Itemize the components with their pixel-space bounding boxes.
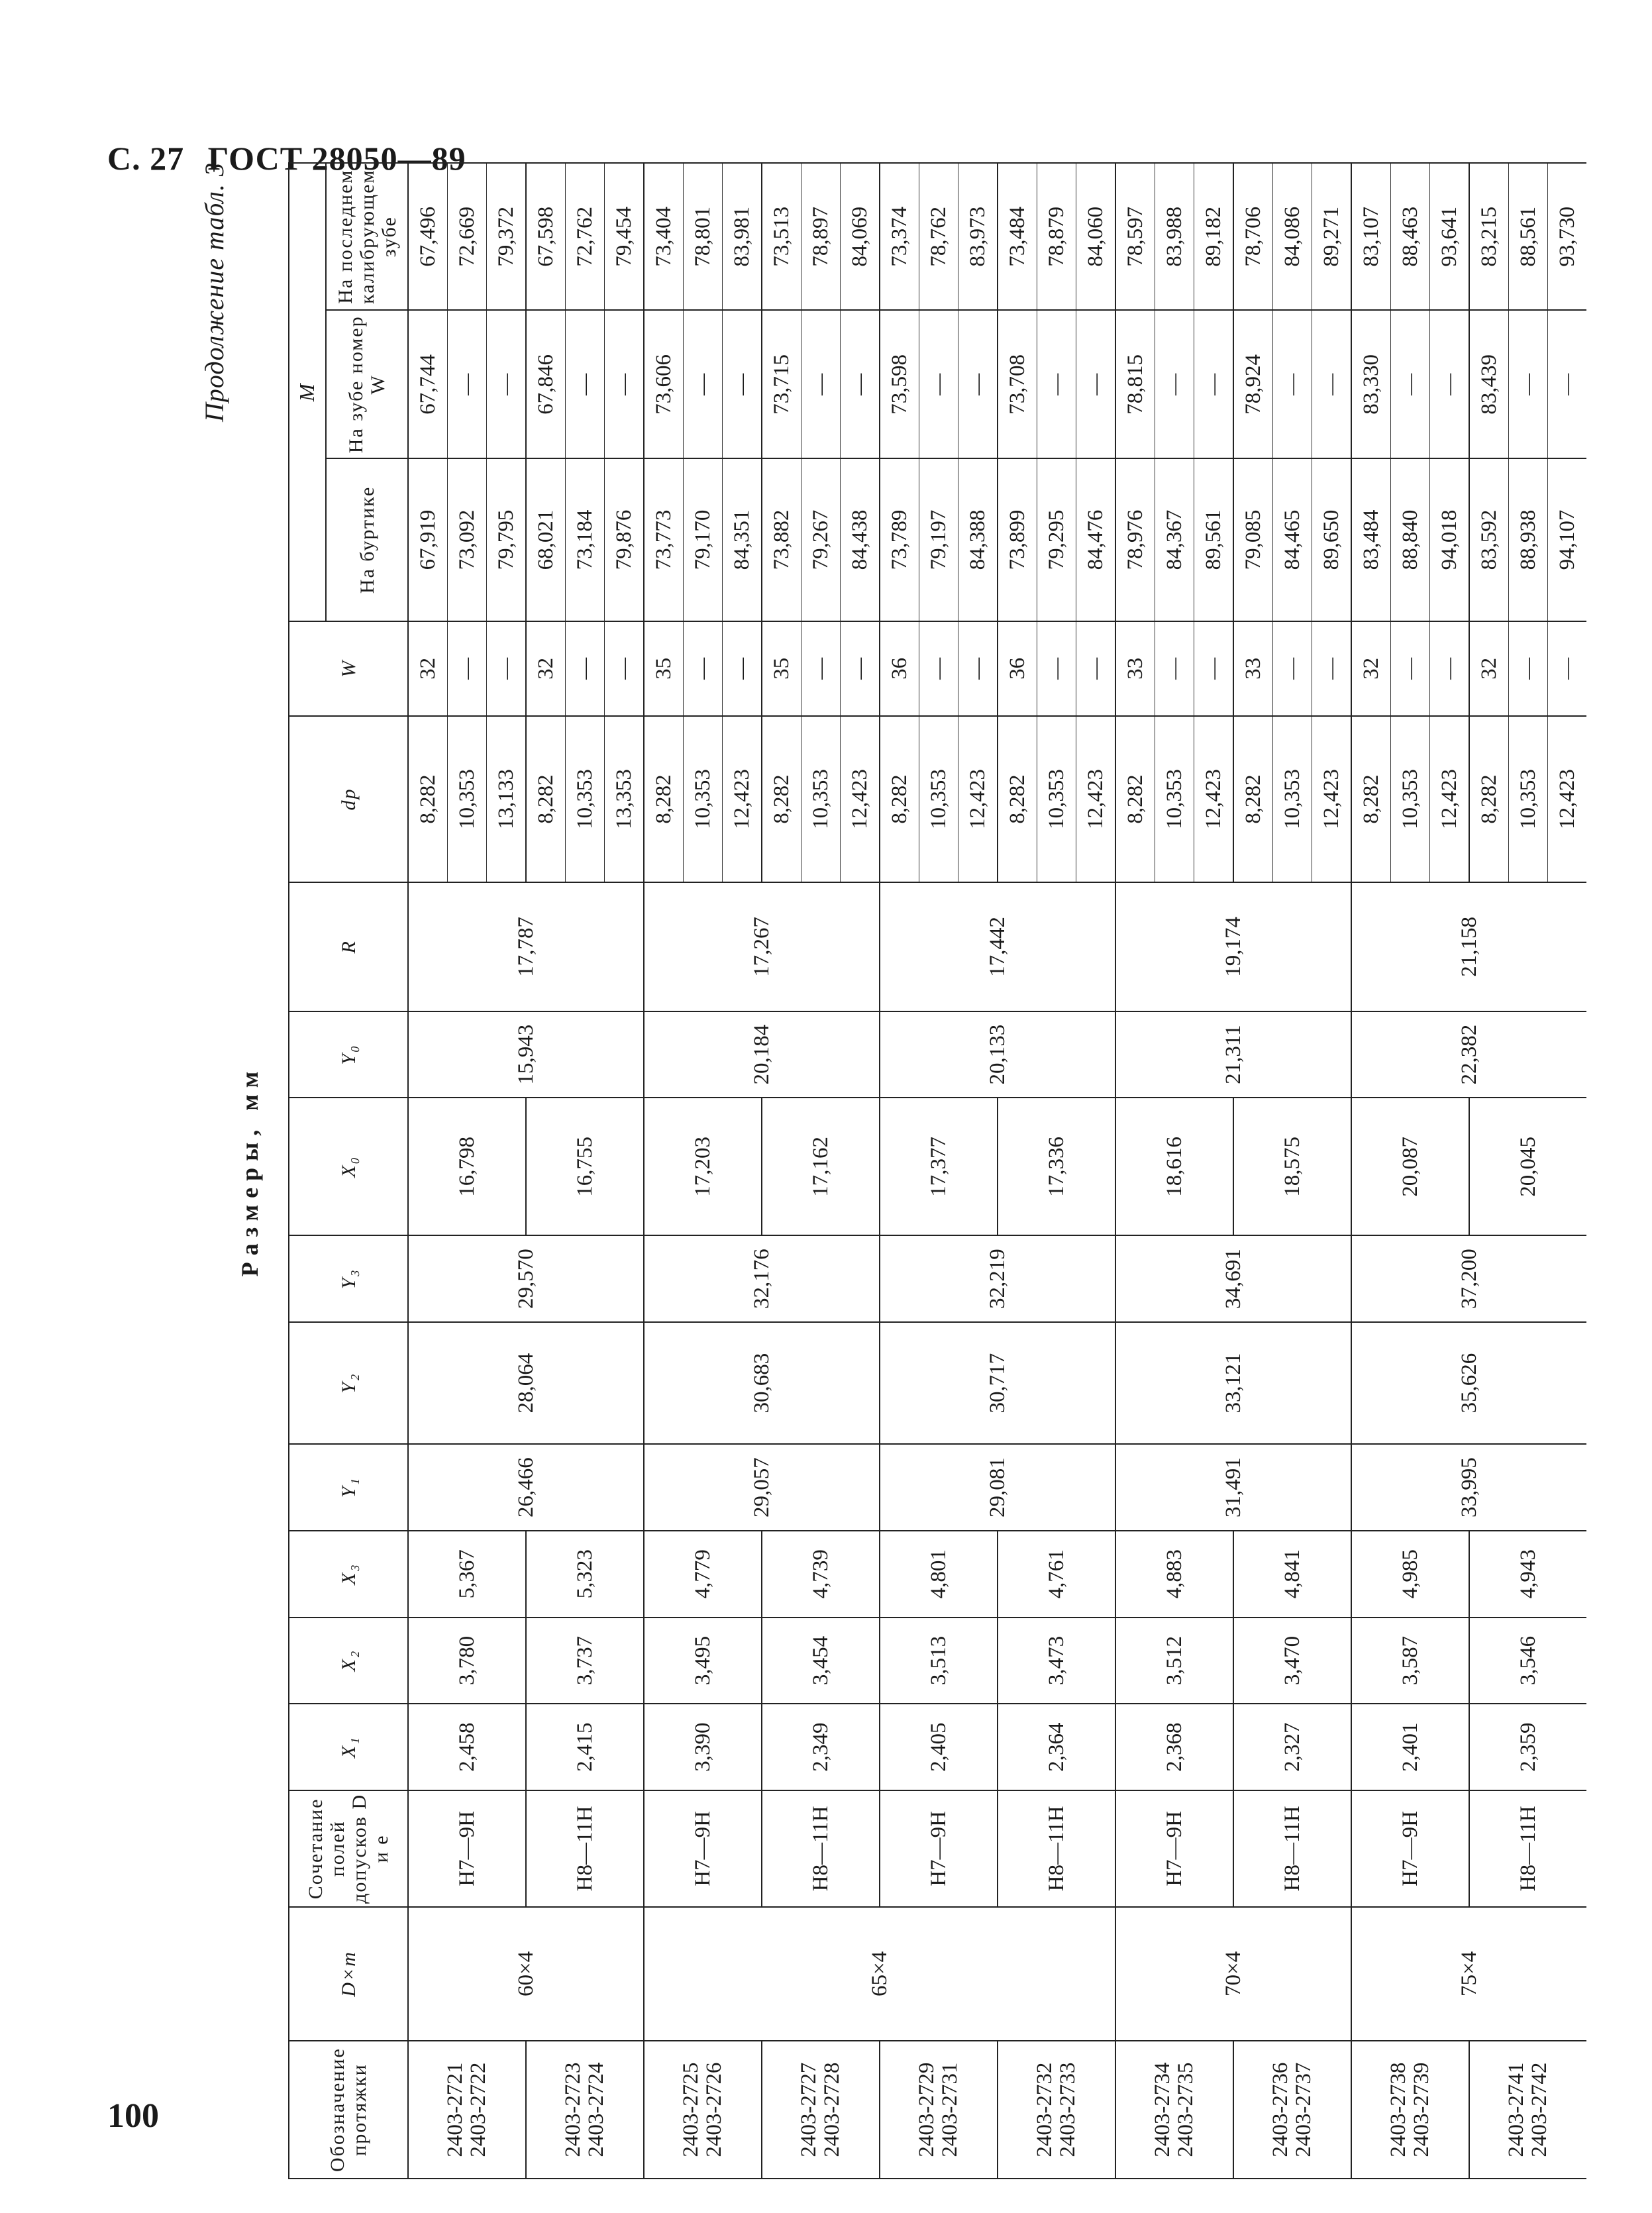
m-collar-cell: 79,085: [1233, 458, 1273, 621]
designation-cell: 2403-2734 2403-2735: [1115, 2041, 1233, 2179]
m-collar-cell: 89,561: [1194, 458, 1234, 621]
y2-cell: 33,121: [1115, 1322, 1351, 1444]
r-cell: 17,442: [880, 882, 1115, 1011]
m-tooth-cell: 73,708: [998, 310, 1037, 458]
m-tooth-cell: 73,606: [644, 310, 684, 458]
table-row: [1469, 163, 1509, 2179]
m-tooth-cell: —: [1312, 310, 1352, 458]
table-body: [408, 163, 1586, 2179]
col-dxm: D×m: [289, 1907, 408, 2041]
table-row: [1351, 163, 1391, 2179]
m-collar-cell: 83,592: [1469, 458, 1509, 621]
col-designation: Обозначение протяжки: [289, 2041, 408, 2179]
col-x0: X₀: [289, 1098, 408, 1235]
r-cell: 17,787: [408, 882, 644, 1011]
w-cell: —: [801, 621, 841, 717]
dxm-cell: 70×4: [1115, 1907, 1351, 2041]
x0-cell: 16,755: [526, 1098, 644, 1235]
dp-cell: 10,353: [1509, 716, 1548, 882]
w-cell: 36: [880, 621, 919, 717]
w-cell: —: [1548, 621, 1587, 717]
w-cell: —: [841, 621, 880, 717]
m-last-cell: 83,107: [1351, 163, 1391, 310]
table-row: [408, 163, 448, 2179]
w-cell: —: [448, 621, 487, 717]
w-cell: 32: [1469, 621, 1509, 717]
w-cell: 33: [1115, 621, 1155, 717]
x2-cell: 3,512: [1115, 1618, 1233, 1704]
m-last-cell: 67,598: [526, 163, 566, 310]
x1-cell: 2,359: [1469, 1704, 1586, 1790]
m-last-cell: 79,372: [487, 163, 527, 310]
col-y2: Y₂: [289, 1322, 408, 1444]
m-tooth-cell: —: [919, 310, 958, 458]
m-collar-cell: 94,018: [1430, 458, 1470, 621]
m-last-cell: 83,973: [958, 163, 998, 310]
dp-cell: 10,353: [1391, 716, 1430, 882]
m-tooth-cell: —: [487, 310, 527, 458]
m-collar-cell: 73,773: [644, 458, 684, 621]
w-cell: —: [1273, 621, 1312, 717]
m-last-cell: 78,801: [684, 163, 723, 310]
m-collar-cell: 68,021: [526, 458, 566, 621]
m-collar-cell: 84,388: [958, 458, 998, 621]
m-last-cell: 79,454: [605, 163, 645, 310]
m-tooth-cell: —: [958, 310, 998, 458]
dp-cell: 8,282: [1233, 716, 1273, 882]
combination-cell: H8—11H: [526, 1790, 644, 1907]
w-cell: —: [1194, 621, 1234, 717]
m-tooth-cell: —: [605, 310, 645, 458]
w-cell: —: [1076, 621, 1116, 717]
table-row: [998, 163, 1037, 2179]
designation-cell: 2403-2732 2403-2733: [998, 2041, 1115, 2179]
y0-cell: 21,311: [1115, 1011, 1351, 1098]
w-cell: 32: [1351, 621, 1391, 717]
dp-cell: 12,423: [1548, 716, 1587, 882]
x2-cell: 3,780: [408, 1618, 526, 1704]
col-x3: X₃: [289, 1531, 408, 1618]
combination-cell: H7—9H: [644, 1790, 762, 1907]
y3-cell: 29,570: [408, 1235, 644, 1322]
m-tooth-cell: —: [1548, 310, 1587, 458]
dp-cell: 8,282: [644, 716, 684, 882]
y1-cell: 29,057: [644, 1444, 880, 1531]
m-collar-cell: 84,438: [841, 458, 880, 621]
combination-cell: H7—9H: [880, 1790, 998, 1907]
combination-cell: H7—9H: [408, 1790, 526, 1907]
w-cell: —: [958, 621, 998, 717]
m-tooth-cell: —: [801, 310, 841, 458]
col-w: W: [289, 621, 408, 717]
m-last-cell: 83,988: [1155, 163, 1194, 310]
w-cell: —: [605, 621, 645, 717]
m-tooth-cell: —: [723, 310, 762, 458]
table-row: [880, 163, 919, 2179]
m-tooth-cell: —: [684, 310, 723, 458]
m-last-cell: 73,513: [762, 163, 801, 310]
dp-cell: 12,423: [841, 716, 880, 882]
designation-cell: 2403-2738 2403-2739: [1351, 2041, 1469, 2179]
w-cell: —: [1155, 621, 1194, 717]
table-row: [1115, 163, 1155, 2179]
x0-cell: 17,203: [644, 1098, 762, 1235]
m-tooth-cell: —: [1194, 310, 1234, 458]
m-last-cell: 84,086: [1273, 163, 1312, 310]
dp-cell: 10,353: [448, 716, 487, 882]
m-last-cell: 67,496: [408, 163, 448, 310]
m-collar-cell: 84,465: [1273, 458, 1312, 621]
combination-cell: H8—11H: [1469, 1790, 1586, 1907]
x1-cell: 2,415: [526, 1704, 644, 1790]
dp-cell: 8,282: [880, 716, 919, 882]
dp-cell: 10,353: [684, 716, 723, 882]
x3-cell: 4,779: [644, 1531, 762, 1618]
x2-cell: 3,473: [998, 1618, 1115, 1704]
m-collar-cell: 73,789: [880, 458, 919, 621]
m-collar-cell: 79,295: [1037, 458, 1076, 621]
y1-cell: 29,081: [880, 1444, 1115, 1531]
y3-cell: 37,200: [1351, 1235, 1586, 1322]
w-cell: —: [1509, 621, 1548, 717]
col-y3: Y₃: [289, 1235, 408, 1322]
y0-cell: 22,382: [1351, 1011, 1586, 1098]
x0-cell: 16,798: [408, 1098, 526, 1235]
m-last-cell: 89,271: [1312, 163, 1352, 310]
m-tooth-cell: 83,439: [1469, 310, 1509, 458]
col-x1: X₁: [289, 1704, 408, 1790]
x2-cell: 3,470: [1233, 1618, 1351, 1704]
x3-cell: 4,985: [1351, 1531, 1469, 1618]
combination-cell: H7—9H: [1351, 1790, 1469, 1907]
m-collar-cell: 78,976: [1115, 458, 1155, 621]
m-collar-cell: 88,938: [1509, 458, 1548, 621]
m-last-cell: 78,897: [801, 163, 841, 310]
m-last-cell: 88,463: [1391, 163, 1430, 310]
y0-cell: 20,133: [880, 1011, 1115, 1098]
x2-cell: 3,454: [762, 1618, 880, 1704]
m-last-cell: 93,730: [1548, 163, 1587, 310]
col-m-group: M: [289, 163, 326, 621]
w-cell: 35: [762, 621, 801, 717]
dxm-cell: 75×4: [1351, 1907, 1586, 2041]
r-cell: 21,158: [1351, 882, 1586, 1011]
m-last-cell: 93,641: [1430, 163, 1470, 310]
m-last-cell: 78,762: [919, 163, 958, 310]
col-dp: dр: [289, 716, 408, 882]
y0-cell: 20,184: [644, 1011, 880, 1098]
x0-cell: 17,377: [880, 1098, 998, 1235]
x2-cell: 3,495: [644, 1618, 762, 1704]
m-collar-cell: 84,351: [723, 458, 762, 621]
w-cell: 33: [1233, 621, 1273, 717]
m-last-cell: 83,981: [723, 163, 762, 310]
m-tooth-cell: —: [566, 310, 605, 458]
dp-cell: 12,423: [1194, 716, 1234, 882]
m-last-cell: 73,484: [998, 163, 1037, 310]
dp-cell: 13,133: [487, 716, 527, 882]
dp-cell: 8,282: [1351, 716, 1391, 882]
combination-cell: H7—9H: [1115, 1790, 1233, 1907]
y2-cell: 30,683: [644, 1322, 880, 1444]
y1-cell: 26,466: [408, 1444, 644, 1531]
w-cell: 36: [998, 621, 1037, 717]
dp-cell: 8,282: [1115, 716, 1155, 882]
y2-cell: 35,626: [1351, 1322, 1586, 1444]
m-last-cell: 72,669: [448, 163, 487, 310]
designation-cell: 2403-2723 2403-2724: [526, 2041, 644, 2179]
dxm-cell: 60×4: [408, 1907, 644, 2041]
r-cell: 17,267: [644, 882, 880, 1011]
m-last-cell: 83,215: [1469, 163, 1509, 310]
dimensions-table: [288, 162, 1586, 2179]
m-last-cell: 73,374: [880, 163, 919, 310]
continuation-label: Продолжение табл. 3: [199, 162, 229, 423]
m-last-cell: 84,060: [1076, 163, 1116, 310]
m-collar-cell: 79,876: [605, 458, 645, 621]
m-tooth-cell: 67,744: [408, 310, 448, 458]
table-row: [1233, 163, 1273, 2179]
x0-cell: 17,336: [998, 1098, 1115, 1235]
x1-cell: 2,364: [998, 1704, 1115, 1790]
y2-cell: 28,064: [408, 1322, 644, 1444]
m-last-cell: 78,879: [1037, 163, 1076, 310]
dp-cell: 8,282: [998, 716, 1037, 882]
col-r: R: [289, 882, 408, 1011]
m-tooth-cell: —: [448, 310, 487, 458]
w-cell: —: [566, 621, 605, 717]
w-cell: 35: [644, 621, 684, 717]
m-collar-cell: 73,092: [448, 458, 487, 621]
table-row: [762, 163, 801, 2179]
y1-cell: 33,995: [1351, 1444, 1586, 1531]
m-collar-cell: 79,795: [487, 458, 527, 621]
m-last-cell: 72,762: [566, 163, 605, 310]
rotated-table-block: [199, 162, 1652, 2179]
dp-cell: 12,423: [723, 716, 762, 882]
designation-cell: 2403-2721 2403-2722: [408, 2041, 526, 2179]
w-cell: —: [1391, 621, 1430, 717]
w-cell: —: [1430, 621, 1470, 717]
col-m-tooth: На зубе номер W: [326, 310, 408, 458]
x0-cell: 18,575: [1233, 1098, 1351, 1235]
m-last-cell: 78,597: [1115, 163, 1155, 310]
col-y1: Y₁: [289, 1444, 408, 1531]
col-x2: X₂: [289, 1618, 408, 1704]
w-cell: 32: [526, 621, 566, 717]
page-number: 100: [107, 2097, 159, 2135]
m-last-cell: 78,706: [1233, 163, 1273, 310]
col-m-last: На последнем калибрующем зубе: [326, 163, 408, 310]
x0-cell: 18,616: [1115, 1098, 1233, 1235]
x2-cell: 3,737: [526, 1618, 644, 1704]
m-collar-cell: 79,170: [684, 458, 723, 621]
x0-cell: 17,162: [762, 1098, 880, 1235]
dp-cell: 8,282: [1469, 716, 1509, 882]
units-title: Размеры, мм: [236, 1064, 263, 1277]
dp-cell: 12,423: [1076, 716, 1116, 882]
m-collar-cell: 84,476: [1076, 458, 1116, 621]
x1-cell: 3,390: [644, 1704, 762, 1790]
m-collar-cell: 67,919: [408, 458, 448, 621]
x2-cell: 3,546: [1469, 1618, 1586, 1704]
designation-cell: 2403-2736 2403-2737: [1233, 2041, 1351, 2179]
m-tooth-cell: 83,330: [1351, 310, 1391, 458]
y2-cell: 30,717: [880, 1322, 1115, 1444]
y3-cell: 34,691: [1115, 1235, 1351, 1322]
m-collar-cell: 83,484: [1351, 458, 1391, 621]
x3-cell: 4,761: [998, 1531, 1115, 1618]
col-m-collar: На буртике: [326, 458, 408, 621]
dp-cell: 12,423: [1312, 716, 1352, 882]
y3-cell: 32,219: [880, 1235, 1115, 1322]
m-tooth-cell: —: [841, 310, 880, 458]
dp-cell: 10,353: [1037, 716, 1076, 882]
m-collar-cell: 79,267: [801, 458, 841, 621]
m-last-cell: 84,069: [841, 163, 880, 310]
m-collar-cell: 79,197: [919, 458, 958, 621]
m-collar-cell: 88,840: [1391, 458, 1430, 621]
m-last-cell: 88,561: [1509, 163, 1548, 310]
m-tooth-cell: 73,715: [762, 310, 801, 458]
x1-cell: 2,327: [1233, 1704, 1351, 1790]
m-tooth-cell: —: [1430, 310, 1470, 458]
w-cell: 32: [408, 621, 448, 717]
col-combination: Сочетание полей допусков D и e: [289, 1790, 408, 1907]
x3-cell: 4,841: [1233, 1531, 1351, 1618]
m-tooth-cell: 73,598: [880, 310, 919, 458]
x1-cell: 2,405: [880, 1704, 998, 1790]
x3-cell: 4,943: [1469, 1531, 1586, 1618]
m-last-cell: 73,404: [644, 163, 684, 310]
combination-cell: H8—11H: [998, 1790, 1115, 1907]
page-ref: С. 27: [107, 140, 185, 177]
m-collar-cell: 89,650: [1312, 458, 1352, 621]
dp-cell: 10,353: [1273, 716, 1312, 882]
x2-cell: 3,513: [880, 1618, 998, 1704]
dp-cell: 12,423: [1430, 716, 1470, 882]
y3-cell: 32,176: [644, 1235, 880, 1322]
x0-cell: 20,045: [1469, 1098, 1586, 1235]
m-collar-cell: 94,107: [1548, 458, 1587, 621]
dp-cell: 8,282: [526, 716, 566, 882]
m-tooth-cell: —: [1037, 310, 1076, 458]
m-tooth-cell: 78,924: [1233, 310, 1273, 458]
dxm-cell: 65×4: [644, 1907, 1115, 2041]
designation-cell: 2403-2741 2403-2742: [1469, 2041, 1586, 2179]
y1-cell: 31,491: [1115, 1444, 1351, 1531]
m-tooth-cell: —: [1391, 310, 1430, 458]
dp-cell: 8,282: [762, 716, 801, 882]
m-tooth-cell: —: [1076, 310, 1116, 458]
standard-code: ГОСТ 28050—89: [207, 140, 466, 177]
x1-cell: 2,401: [1351, 1704, 1469, 1790]
m-tooth-cell: 67,846: [526, 310, 566, 458]
designation-cell: 2403-2727 2403-2728: [762, 2041, 880, 2179]
r-cell: 19,174: [1115, 882, 1351, 1011]
combination-cell: H8—11H: [1233, 1790, 1351, 1907]
w-cell: —: [919, 621, 958, 717]
m-collar-cell: 84,367: [1155, 458, 1194, 621]
table-row: [644, 163, 684, 2179]
m-tooth-cell: —: [1273, 310, 1312, 458]
x3-cell: 5,367: [408, 1531, 526, 1618]
y0-cell: 15,943: [408, 1011, 644, 1098]
w-cell: —: [723, 621, 762, 717]
w-cell: —: [487, 621, 527, 717]
m-tooth-cell: 78,815: [1115, 310, 1155, 458]
m-tooth-cell: —: [1155, 310, 1194, 458]
x3-cell: 4,883: [1115, 1531, 1233, 1618]
designation-cell: 2403-2725 2403-2726: [644, 2041, 762, 2179]
dp-cell: 10,353: [801, 716, 841, 882]
dp-cell: 10,353: [1155, 716, 1194, 882]
combination-cell: H8—11H: [762, 1790, 880, 1907]
table-row: [526, 163, 566, 2179]
m-collar-cell: 73,184: [566, 458, 605, 621]
x1-cell: 2,349: [762, 1704, 880, 1790]
col-y0: Y₀: [289, 1011, 408, 1098]
x3-cell: 5,323: [526, 1531, 644, 1618]
m-tooth-cell: —: [1509, 310, 1548, 458]
dp-cell: 12,423: [958, 716, 998, 882]
m-collar-cell: 73,899: [998, 458, 1037, 621]
w-cell: —: [1312, 621, 1352, 717]
x3-cell: 4,801: [880, 1531, 998, 1618]
x1-cell: 2,458: [408, 1704, 526, 1790]
dp-cell: 10,353: [919, 716, 958, 882]
dp-cell: 8,282: [408, 716, 448, 882]
x1-cell: 2,368: [1115, 1704, 1233, 1790]
x2-cell: 3,587: [1351, 1618, 1469, 1704]
m-last-cell: 89,182: [1194, 163, 1234, 310]
x3-cell: 4,739: [762, 1531, 880, 1618]
w-cell: —: [684, 621, 723, 717]
x0-cell: 20,087: [1351, 1098, 1469, 1235]
designation-cell: 2403-2729 2403-2731: [880, 2041, 998, 2179]
dp-cell: 13,353: [605, 716, 645, 882]
dp-cell: 10,353: [566, 716, 605, 882]
w-cell: —: [1037, 621, 1076, 717]
m-collar-cell: 73,882: [762, 458, 801, 621]
